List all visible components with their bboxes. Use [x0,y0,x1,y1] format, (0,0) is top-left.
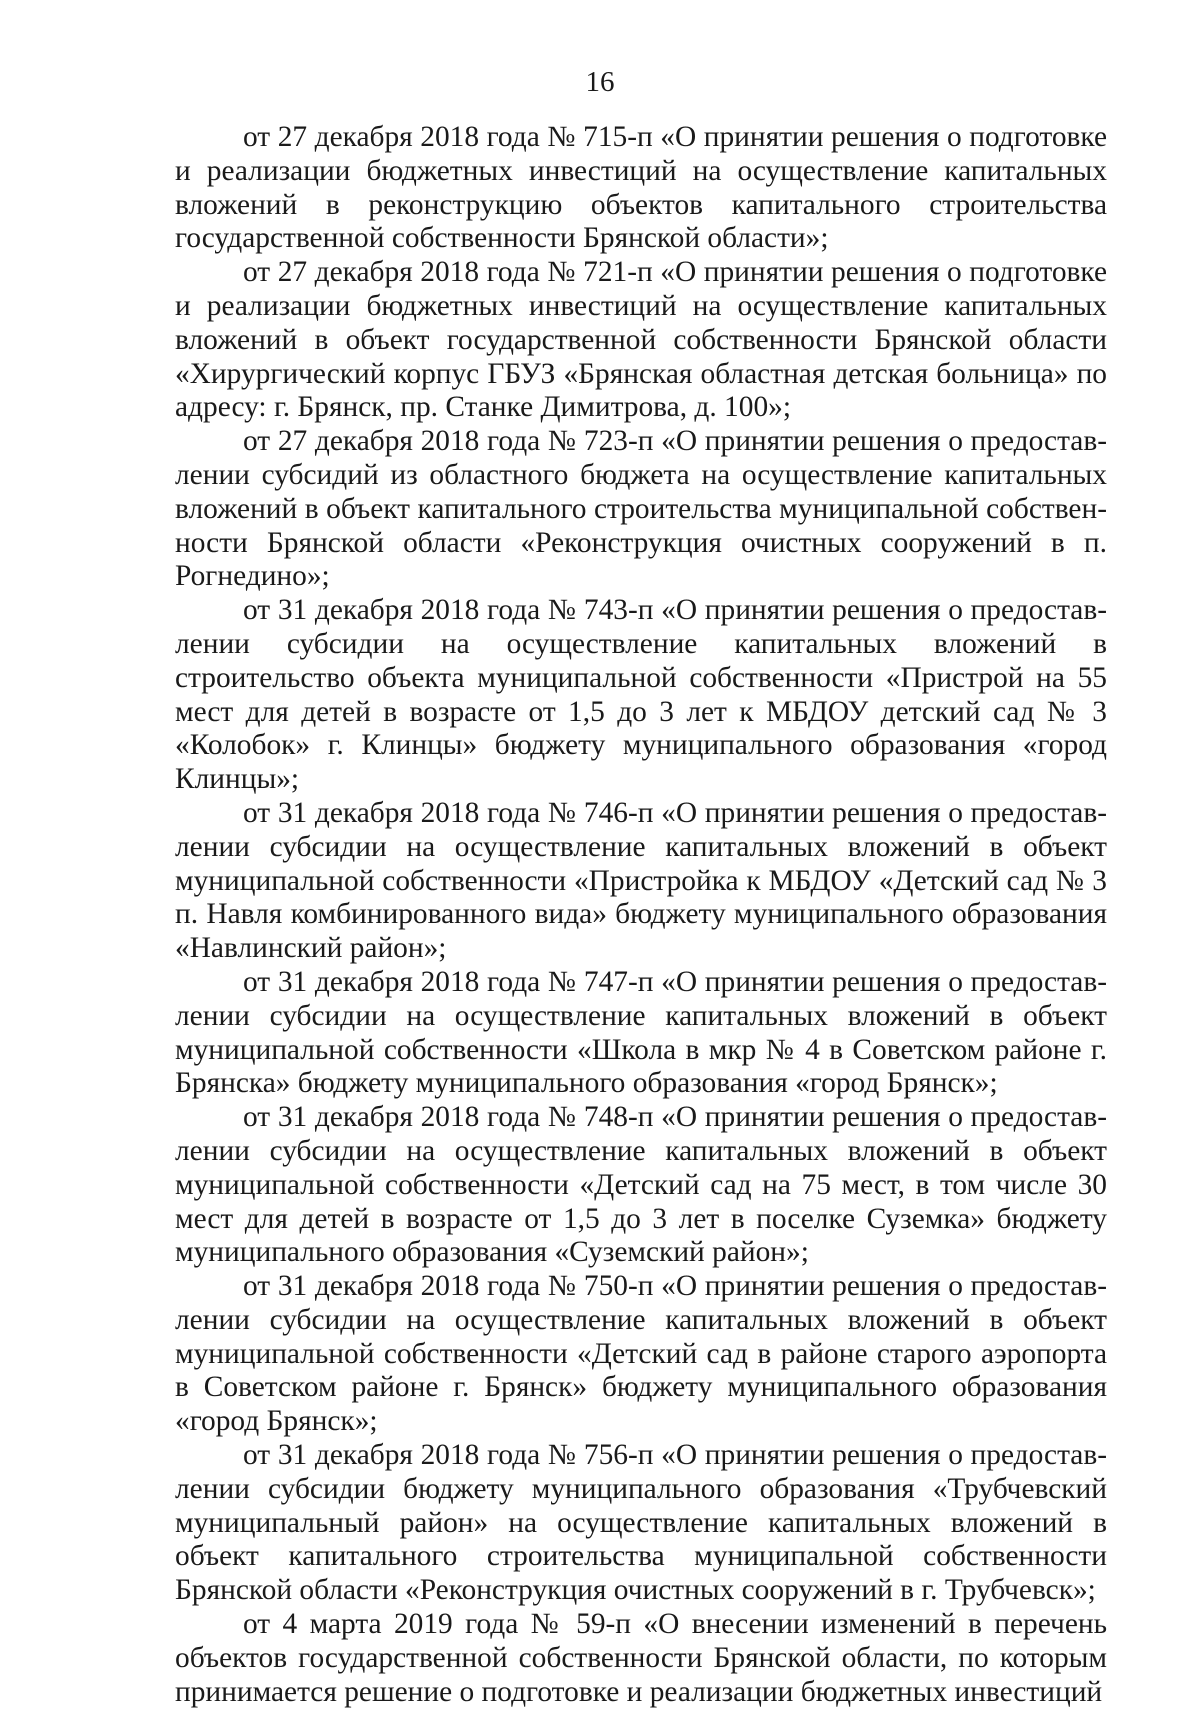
paragraph-715: от 27 декабря 2018 года № 715-п «О принятии решения о подготовке и реализации бюджетных инвестиций на осуществление капитальных вложений в реконструкцию объектов капитального строительства государственной собственности Брянской области»; [175,121,1107,255]
paragraph-721: от 27 декабря 2018 года № 721-п «О принятии решения о подготовке и реализации бюджетных инвестиций на осуществление капитальных вложений в объект государственной собственности Брянской области «Хирургический корпус ГБУЗ «Брянская областная детская больница» по адресу: г. Брянск, пр. Станке Димитрова, д. 100»; [175,256,1107,424]
paragraph-59: от 4 марта 2019 года № 59-п «О внесении изменений в перечень объектов государственной собственности Брянской области, по которым принимается решение о подготовке и реализации бюджетных инвестиций [175,1608,1107,1708]
paragraph-756: от 31 декабря 2018 года № 756-п «О принятии решения о предоставлении субсидии бюджету муниципального образования «Трубчевский муниципальный район» на осуществление капитальных вложений в объект капитального строительства муниципальной собственности Брянской области «Реконструкция очистных сооружений в г. Трубчевск»; [175,1439,1107,1607]
paragraph-723: от 27 декабря 2018 года № 723-п «О принятии решения о предоставлении субсидий из областного бюджета на осуществление капитальных вложений в объект капитального строительства муниципальной собственности Брянской области «Реконструкция очистных сооружений в п. Рогнедино»; [175,425,1107,593]
paragraph-748: от 31 декабря 2018 года № 748-п «О принятии решения о предоставлении субсидии на осуществление капитальных вложений в объект муниципальной собственности «Детский сад на 75 мест, в том числе 30 мест для детей в возрасте от 1,5 до 3 лет в поселке Суземка» бюджету муниципального образования «Суземский район»; [175,1101,1107,1269]
paragraph-746: от 31 декабря 2018 года № 746-п «О принятии решения о предоставлении субсидии на осуществление капитальных вложений в объект муниципальной собственности «Пристройка к МБДОУ «Детский сад № 3 п. Навля комбинированного вида» бюджету муниципального образования «Навлинский район»; [175,796,1107,965]
paragraph-750: от 31 декабря 2018 года № 750-п «О принятии решения о предоставлении субсидии на осуществление капитальных вложений в объект муниципальной собственности «Детский сад в районе старого аэропорта в Советском районе г. Брянск» бюджету муниципального образования «город Брянск»; [175,1270,1107,1438]
document-body [175,121,1107,1709]
page-number: 16 [585,66,615,98]
paragraph-743: от 31 декабря 2018 года № 743-п «О принятии решения о предоставлении субсидии на осуществление капитальных вложений в строительство объекта муниципальной собственности «Пристрой на 55 мест для детей в возрасте от 1,5 до 3 лет к МБДОУ детский сад № 3 «Колобок» г. Клинцы» бюджету муниципального образования «город Клинцы»; [175,594,1107,796]
paragraph-747: от 31 декабря 2018 года № 747-п «О принятии решения о предоставлении субсидии на осуществление капитальных вложений в объект муниципальной собственности «Школа в мкр № 4 в Советском районе г. Брянска» бюджету муниципального образования «город Брянск»; [175,965,1107,1100]
